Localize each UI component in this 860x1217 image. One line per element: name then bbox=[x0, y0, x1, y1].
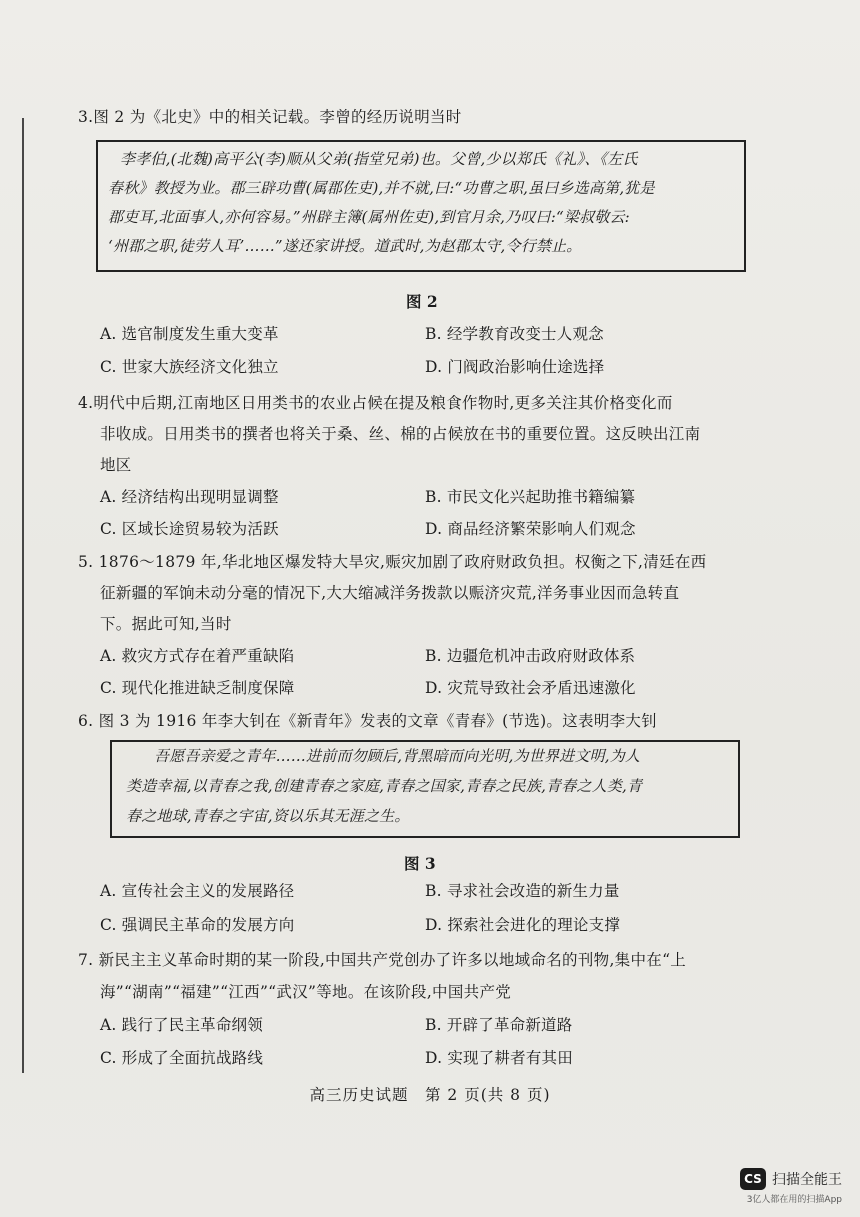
q6-option-c[interactable]: C. 强调民主革命的发展方向 bbox=[100, 916, 295, 934]
scanner-watermark bbox=[740, 1168, 842, 1205]
q6-box-line-3: 春之地球,青春之宇宙,资以乐其无涯之生。 bbox=[126, 807, 410, 825]
q5-option-d[interactable]: D. 灾荒导致社会矛盾迅速激化 bbox=[425, 679, 636, 697]
q3-option-d[interactable]: D. 门阀政治影响仕途选择 bbox=[425, 358, 605, 376]
q3-option-c[interactable]: C. 世家大族经济文化独立 bbox=[100, 358, 279, 376]
q3-box-line-3: 郡吏耳,北面事人,亦何容易。”州辟主簿(属州佐吏),到官月余,乃叹曰:“梁叔敬云: bbox=[108, 208, 630, 226]
q5-option-c[interactable]: C. 现代化推进缺乏制度保障 bbox=[100, 679, 295, 697]
q7-option-a[interactable]: A. 践行了民主革命纲领 bbox=[100, 1016, 263, 1034]
q4-option-c[interactable]: C. 区域长途贸易较为活跃 bbox=[100, 520, 279, 538]
q3-box-line-1: 李孝伯,(北魏)高平公(李)顺从父弟(指堂兄弟)也。父曾,少以郑氏《礼》、《左氏 bbox=[120, 150, 638, 168]
q6-box-line-2: 类造幸福,以青春之我,创建青春之家庭,青春之国家,青春之民族,青春之人类,青 bbox=[126, 777, 643, 795]
q7-stem-line-1: 7. 新民主主义革命时期的某一阶段,中国共产党创办了许多以地域命名的刊物,集中在“上 bbox=[78, 951, 687, 969]
q4-stem-line-1: 4.明代中后期,江南地区日用类书的农业占候在提及粮食作物时,更多关注其价格变化而 bbox=[78, 394, 673, 412]
q3-option-a[interactable]: A. 选官制度发生重大变革 bbox=[100, 325, 279, 343]
watermark-title: 扫描全能王 bbox=[772, 1172, 842, 1188]
q6-option-b[interactable]: B. 寻求社会改造的新生力量 bbox=[425, 882, 620, 900]
q4-option-d[interactable]: D. 商品经济繁荣影响人们观念 bbox=[425, 520, 636, 538]
q7-stem-line-2: 海”“湖南”“福建”“江西”“武汉”等地。在该阶段,中国共产党 bbox=[100, 983, 512, 1001]
q3-figure-box bbox=[96, 140, 746, 272]
q3-box-line-2: 春秋》教授为业。郡三辟功曹(属郡佐吏),并不就,曰:“功曹之职,虽曰乡选高第,犹是 bbox=[108, 179, 655, 197]
camscanner-logo-icon: CS bbox=[740, 1168, 766, 1190]
q6-figure-caption: 图 3 bbox=[404, 854, 436, 873]
q6-box-line-1: 吾愿吾亲爱之青年……进前而勿顾后,背黑暗而向光明,为世界进文明,为人 bbox=[154, 747, 641, 765]
page-footer: 高三历史试题 第 2 页(共 8 页) bbox=[309, 1086, 551, 1104]
q7-option-c[interactable]: C. 形成了全面抗战路线 bbox=[100, 1049, 264, 1067]
q5-stem-line-3: 下。据此可知,当时 bbox=[100, 615, 232, 633]
q5-option-a[interactable]: A. 救灾方式存在着严重缺陷 bbox=[100, 647, 295, 665]
q6-figure-box bbox=[110, 740, 740, 838]
binding-margin-line bbox=[22, 118, 24, 1073]
q4-option-a[interactable]: A. 经济结构出现明显调整 bbox=[100, 488, 279, 506]
q5-option-b[interactable]: B. 边疆危机冲击政府财政体系 bbox=[425, 647, 636, 665]
q5-stem-line-1: 5. 1876～1879 年,华北地区爆发特大旱灾,赈灾加剧了政府财政负担。权衡之下,清廷在西 bbox=[78, 553, 707, 571]
q6-option-d[interactable]: D. 探索社会进化的理论支撑 bbox=[425, 916, 621, 934]
q3-stem: 3.图 2 为《北史》中的相关记载。李曾的经历说明当时 bbox=[78, 108, 462, 126]
q4-option-b[interactable]: B. 市民文化兴起助推书籍编纂 bbox=[425, 488, 636, 506]
q5-stem-line-2: 征新疆的军饷未动分毫的情况下,大大缩减洋务拨款以赈济灾荒,洋务事业因而急转直 bbox=[100, 584, 680, 602]
q7-option-b[interactable]: B. 开辟了革命新道路 bbox=[425, 1016, 573, 1034]
q3-figure-caption: 图 2 bbox=[406, 292, 438, 311]
watermark-subtitle: 3亿人都在用的扫描App bbox=[746, 1195, 842, 1205]
q6-stem: 6. 图 3 为 1916 年李大钊在《新青年》发表的文章《青春》(节选)。这表明李大钊 bbox=[78, 712, 658, 730]
q6-option-a[interactable]: A. 宣传社会主义的发展路径 bbox=[100, 882, 295, 900]
q4-stem-line-2: 非收成。日用类书的撰者也将关于桑、丝、棉的占候放在书的重要位置。这反映出江南 bbox=[100, 425, 701, 443]
q7-option-d[interactable]: D. 实现了耕者有其田 bbox=[425, 1049, 573, 1067]
q3-box-line-4: ‘州郡之职,徒劳人耳’……”遂还家讲授。道武时,为赵郡太守,令行禁止。 bbox=[108, 237, 582, 255]
q3-option-b[interactable]: B. 经学教育改变士人观念 bbox=[425, 325, 604, 343]
q4-stem-line-3: 地区 bbox=[100, 456, 132, 474]
